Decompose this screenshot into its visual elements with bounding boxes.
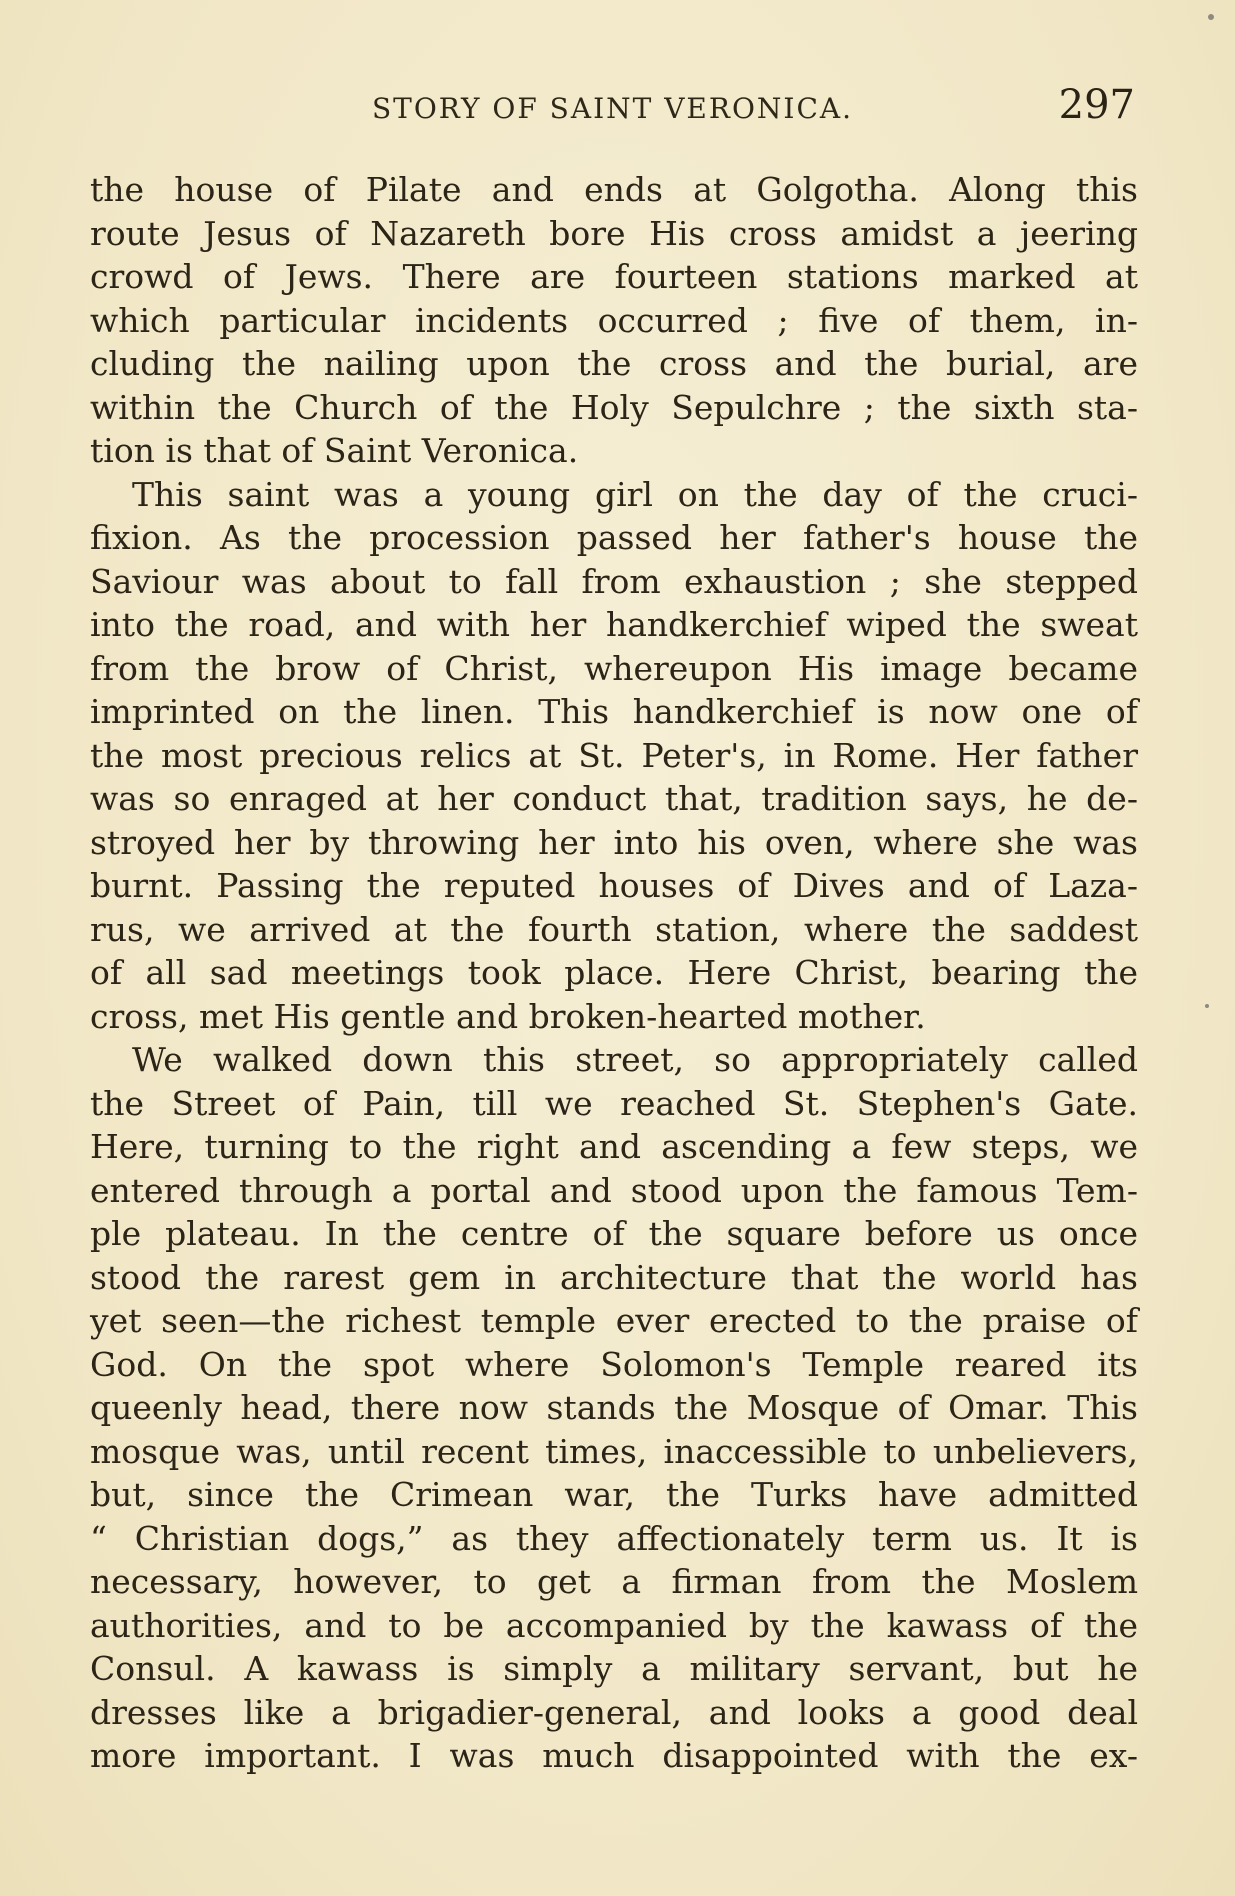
text-line: of all sad meetings took place. Here Christ, bearing the	[90, 953, 1138, 992]
text-line: within the Church of the Holy Sepulchre ; the sixth sta-	[90, 387, 1138, 427]
text-line: This saint was a young girl on the day of the cruci-	[132, 474, 1138, 514]
text-line: ple plateau. In the centre of the square before us once	[90, 1214, 1138, 1253]
running-title: STORY OF SAINT VERONICA.	[371, 92, 854, 125]
text-line: stroyed her by throwing her into his oven, where she was	[90, 822, 1138, 862]
text-line: We walked down this street, so appropriately called	[132, 1040, 1138, 1079]
body-text	[90, 168, 1138, 1778]
page-header	[90, 82, 1135, 132]
text-line: necessary, however, to get a firman from the Moslem	[90, 1562, 1138, 1601]
text-line: more important. I was much disappointed with the ex-	[90, 1736, 1138, 1775]
text-line: dresses like a brigadier-general, and looks a good deal	[90, 1692, 1138, 1732]
text-line: God. On the spot where Solomon's Temple reared its	[90, 1344, 1138, 1384]
text-line: the house of Pilate and ends at Golgotha. Along this	[90, 170, 1138, 209]
text-line: mosque was, until recent times, inaccessible to unbelievers,	[90, 1431, 1138, 1471]
text-line: entered through a portal and stood upon the famous Tem-	[90, 1170, 1138, 1210]
text-line: was so enraged at her conduct that, tradition says, he de-	[90, 779, 1138, 818]
text-line: Saviour was about to fall from exhaustion ; she stepped	[90, 561, 1138, 601]
text-line: the Street of Pain, till we reached St. Stephen's Gate.	[90, 1083, 1138, 1123]
text-line: stood the rarest gem in architecture that the world has	[90, 1257, 1138, 1297]
text-line: fixion. As the procession passed her father's house the	[90, 518, 1138, 557]
text-line: Consul. A kawass is simply a military servant, but he	[90, 1649, 1138, 1688]
text-line: the most precious relics at St. Peter's, in Rome. Her father	[90, 735, 1138, 775]
page-number: 297	[1058, 82, 1135, 128]
text-line: burnt. Passing the reputed houses of Dives and of Laza-	[90, 866, 1138, 905]
text-line: authorities, and to be accompanied by the kawass of the	[90, 1605, 1138, 1645]
text-line: which particular incidents occurred ; five of them, in-	[90, 300, 1138, 340]
paper-speck	[1205, 1004, 1209, 1008]
text-line: into the road, and with her handkerchief wiped the sweat	[90, 605, 1138, 644]
text-line: rus, we arrived at the fourth station, where the saddest	[90, 909, 1138, 949]
text-line: cluding the nailing upon the cross and the burial, are	[90, 344, 1138, 383]
paper-speck	[1208, 14, 1214, 20]
text-line: imprinted on the linen. This handkerchief is now one of	[90, 692, 1138, 731]
text-line: queenly head, there now stands the Mosque of Omar. This	[90, 1388, 1138, 1427]
text-line: Here, turning to the right and ascending a few steps, we	[90, 1127, 1138, 1166]
text-line: from the brow of Christ, whereupon His image became	[90, 648, 1138, 688]
text-line: but, since the Crimean war, the Turks have admitted	[90, 1475, 1138, 1514]
text-line: yet seen—the richest temple ever erected to the praise of	[90, 1301, 1138, 1340]
text-line: route Jesus of Nazareth bore His cross amidst a jeering	[90, 213, 1138, 253]
text-line: tion is that of Saint Veronica.	[90, 431, 579, 470]
text-line: “ Christian dogs,” as they affectionately term us. It is	[90, 1518, 1138, 1558]
text-line: crowd of Jews. There are fourteen stations marked at	[90, 257, 1138, 296]
text-line: cross, met His gentle and broken-hearted mother.	[90, 996, 926, 1036]
